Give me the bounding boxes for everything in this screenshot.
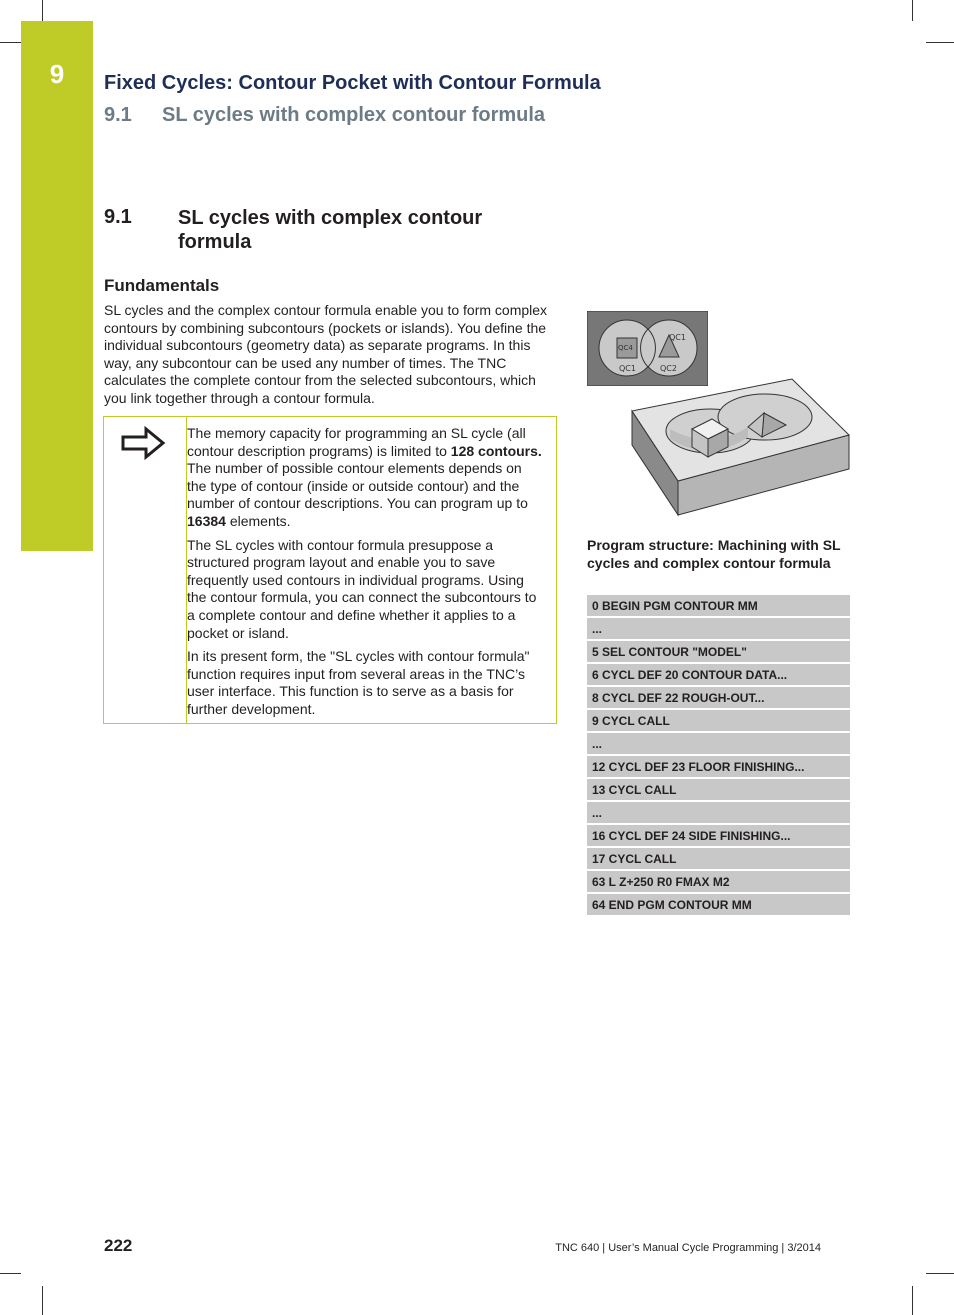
program-line-text: 12 CYCL DEF 23 FLOOR FINISHING... xyxy=(587,755,850,778)
note-emphasis: 128 contours. xyxy=(450,442,542,459)
arrow-right-icon xyxy=(120,426,166,460)
chapter-title: Fixed Cycles: Contour Pocket with Contour Formula xyxy=(104,72,601,94)
note-paragraph xyxy=(187,425,543,531)
program-line-text: ... xyxy=(587,732,850,755)
note-emphasis: 16384 xyxy=(187,512,226,529)
section-number: 9.1 xyxy=(104,206,132,228)
program-line xyxy=(587,595,850,617)
note-text-run: The number of possible contour elements depends on the type of contour (inside or outside contour) and the number of contour descriptions. You can program up to xyxy=(187,460,528,512)
program-line xyxy=(587,893,850,916)
program-line xyxy=(587,640,850,663)
crop-mark xyxy=(912,0,913,21)
program-line-text: 9 CYCL CALL xyxy=(587,709,850,732)
crop-mark xyxy=(926,42,954,43)
figure-label: QC1 xyxy=(669,333,686,342)
program-line-text: 16 CYCL DEF 24 SIDE FINISHING... xyxy=(587,824,850,847)
program-line xyxy=(587,686,850,709)
note-text-run: elements. xyxy=(225,512,291,529)
program-line-text: ... xyxy=(587,801,850,824)
program-caption: Program structure: Machining with SL cycles and complex contour formula xyxy=(587,537,841,571)
program-line xyxy=(587,847,850,870)
program-line-text: 6 CYCL DEF 20 CONTOUR DATA... xyxy=(587,663,850,686)
program-line-text: ... xyxy=(587,617,850,640)
program-line-text: 13 CYCL CALL xyxy=(587,778,850,801)
chapter-number: 9 xyxy=(49,59,65,89)
crop-mark xyxy=(926,1273,954,1274)
note-text-run: The memory capacity for programming an SL cycle (all contour description programs) is limited to xyxy=(187,425,526,459)
program-line-text: 5 SEL CONTOUR "MODEL" xyxy=(587,640,850,663)
note-paragraph: In its present form, the "SL cycles with contour formula" function requires input from several areas in the TNC’s user interface. This function is to serve as a basis for further development. xyxy=(187,648,530,717)
crop-mark xyxy=(42,1286,43,1315)
figure-label: QC1 xyxy=(619,364,636,373)
running-subtitle xyxy=(104,104,545,127)
crop-mark xyxy=(0,42,21,43)
running-subtitle-number: 9.1 xyxy=(104,104,132,126)
note-paragraph: The SL cycles with contour formula presuppose a structured program layout and enable you to save frequently used contours in individual programs. Using the contour formula, you can connect the subcontours to a complete contour and define whether it applies to a pocket or island. xyxy=(187,536,537,641)
note-box xyxy=(103,416,557,724)
program-line xyxy=(587,709,850,732)
program-line xyxy=(587,870,850,893)
figure-label: QC4 xyxy=(618,344,633,352)
crop-mark xyxy=(912,1286,913,1315)
page-number: 222 xyxy=(104,1236,133,1255)
crop-mark xyxy=(42,0,43,21)
crop-mark xyxy=(0,1273,21,1274)
chapter-tab xyxy=(21,21,93,551)
section-title: SL cycles with complex contour formula xyxy=(178,207,483,253)
program-line xyxy=(587,778,850,801)
program-line xyxy=(587,663,850,686)
program-line xyxy=(587,801,850,824)
note-text xyxy=(187,425,543,725)
program-line xyxy=(587,732,850,755)
subsection-heading: Fundamentals xyxy=(104,276,220,295)
contour-inset-figure xyxy=(587,311,708,386)
workpiece-3d-figure xyxy=(630,377,852,519)
program-line-text: 63 L Z+250 R0 FMAX M2 xyxy=(587,870,850,893)
program-table xyxy=(587,595,850,917)
program-line xyxy=(587,824,850,847)
program-line-text: 64 END PGM CONTOUR MM xyxy=(587,893,850,916)
running-subtitle-text: SL cycles with complex contour formula xyxy=(162,104,546,126)
intro-paragraph: SL cycles and the complex contour formula enable you to form complex contours by combining subcontours (pockets or islands). You define the individual subcontours (geometry data) as separate programs. In this way, any subcontour can be used any number of times. The TNC calculates the complete contour from the selected subcontours, which you link together through a contour formula. xyxy=(104,302,548,406)
program-line-text: 8 CYCL DEF 22 ROUGH-OUT... xyxy=(587,686,850,709)
program-line xyxy=(587,617,850,640)
program-line xyxy=(587,755,850,778)
footer-text: TNC 640 | User’s Manual Cycle Programming | 3/2014 xyxy=(555,1242,821,1254)
figure-label: QC2 xyxy=(660,364,677,373)
program-line-text: 17 CYCL CALL xyxy=(587,847,850,870)
program-line-text: 0 BEGIN PGM CONTOUR MM xyxy=(587,595,850,617)
